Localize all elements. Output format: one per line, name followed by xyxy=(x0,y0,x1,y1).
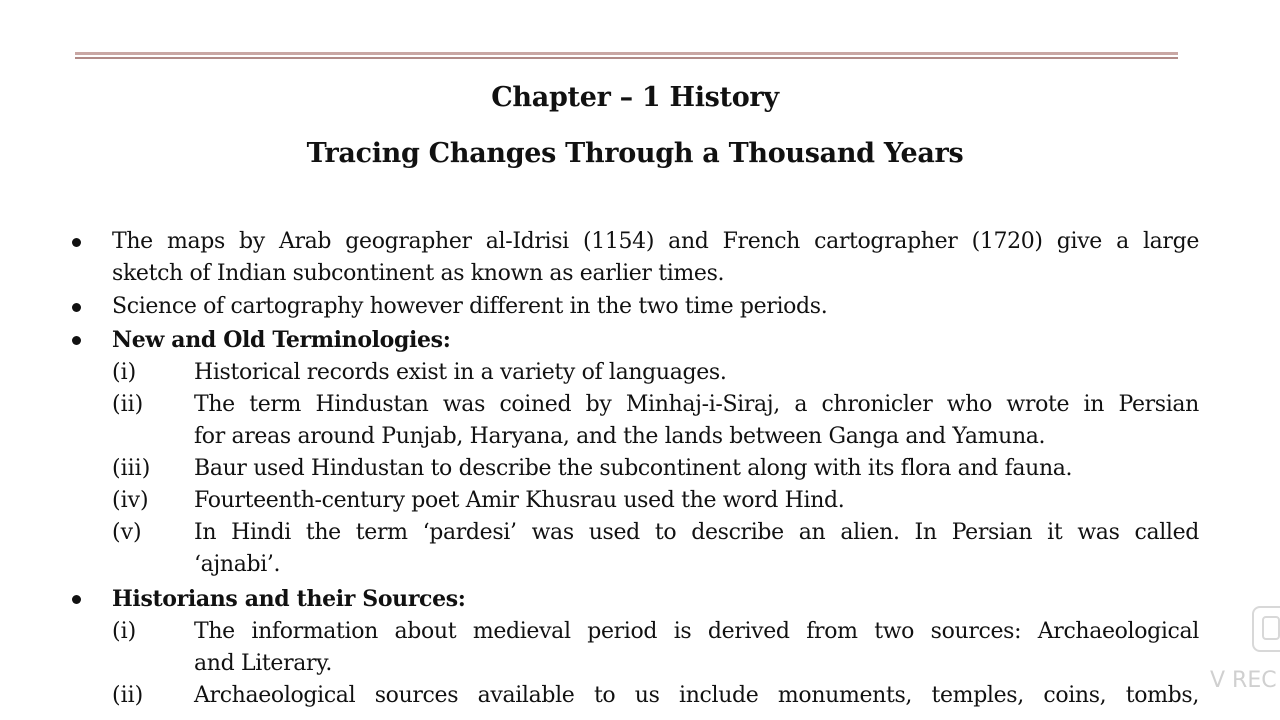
item-number: (v) xyxy=(112,520,142,545)
list-item-line: Archaeological sources available to us include monuments, temples, coins, tombs, xyxy=(194,683,1199,708)
item-number: (iii) xyxy=(112,456,151,481)
recorder-logo-inner xyxy=(1262,616,1280,640)
list-item-line: and Literary. xyxy=(194,651,332,676)
header-rule-top xyxy=(75,52,1178,55)
bullet-icon xyxy=(72,336,81,345)
paragraph-line: sketch of Indian subcontinent as known as earlier times. xyxy=(112,261,725,286)
header-rule-bottom xyxy=(75,57,1178,59)
list-item-line: Baur used Hindustan to describe the subcontinent along with its flora and fauna. xyxy=(194,456,1073,481)
section-heading: New and Old Terminologies: xyxy=(112,327,451,353)
list-item-line: Fourteenth-century poet Amir Khusrau used the word Hind. xyxy=(194,488,845,513)
recorder-logo-icon xyxy=(1252,606,1280,652)
chapter-title: Chapter – 1 History xyxy=(491,82,779,113)
paragraph-line: Science of cartography however different in the two time periods. xyxy=(112,294,828,319)
item-number: (i) xyxy=(112,360,137,385)
list-item-line: In Hindi the term ‘pardesi’ was used to describe an alien. In Persian it was called xyxy=(194,520,1199,545)
item-number: (iv) xyxy=(112,488,149,513)
item-number: (ii) xyxy=(112,392,144,417)
list-item-line: The term Hindustan was coined by Minhaj-i-Siraj, a chronicler who wrote in Persian xyxy=(194,392,1199,417)
bullet-icon xyxy=(72,303,81,312)
list-item-line: ‘ajnabi’. xyxy=(194,552,281,577)
paragraph-line: The maps by Arab geographer al-Idrisi (1154) and French cartographer (1720) give a large xyxy=(112,229,1199,254)
bullet-icon xyxy=(72,238,81,247)
list-item-line: for areas around Punjab, Haryana, and the lands between Ganga and Yamuna. xyxy=(194,424,1046,449)
list-item-line: Historical records exist in a variety of languages. xyxy=(194,360,727,385)
item-number: (i) xyxy=(112,619,137,644)
chapter-subtitle: Tracing Changes Through a Thousand Years xyxy=(306,138,964,169)
watermark-text: V REC xyxy=(1210,668,1277,693)
bullet-icon xyxy=(72,595,81,604)
list-item-line: The information about medieval period is derived from two sources: Archaeological xyxy=(194,619,1199,644)
item-number: (ii) xyxy=(112,683,144,708)
section-heading: Historians and their Sources: xyxy=(112,586,466,612)
